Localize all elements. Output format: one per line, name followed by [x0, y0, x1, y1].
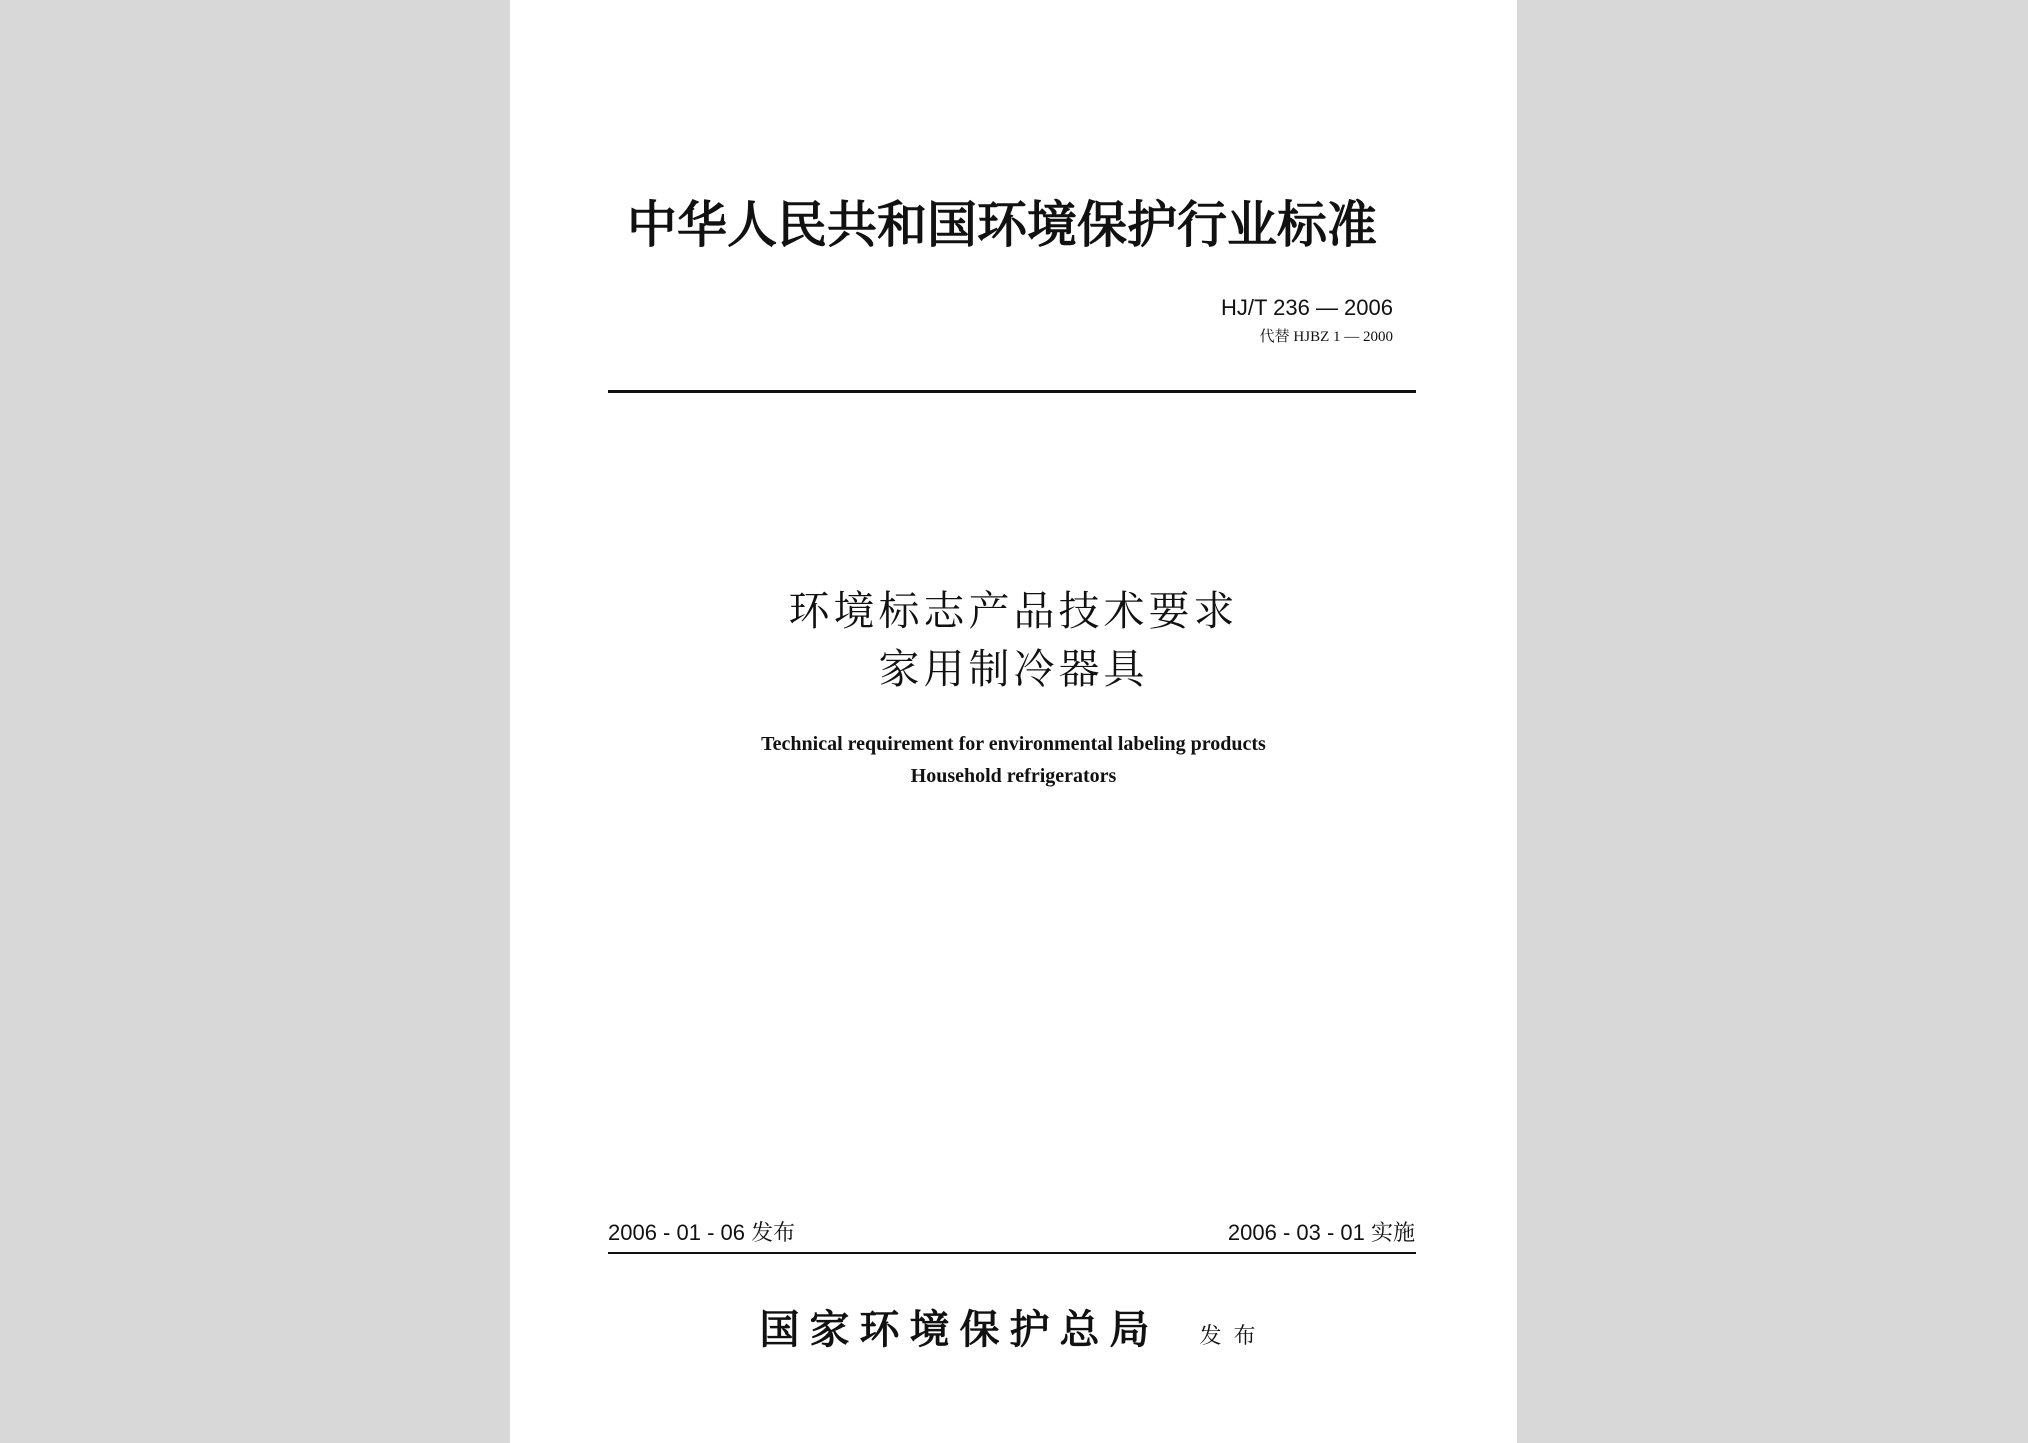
publisher-action: 发布: [1199, 1324, 1268, 1349]
publisher-name: 国家环境保护总局: [759, 1306, 1160, 1353]
bottom-divider: [608, 1252, 1416, 1254]
document-page: [510, 0, 1517, 1443]
chinese-title-line-1: 环境标志产品技术要求: [788, 587, 1239, 635]
issue-date: 2006 - 01 - 06 发布: [608, 1220, 796, 1245]
english-title-line-2: Household refrigerators: [910, 765, 1117, 787]
top-divider: [608, 390, 1416, 393]
standard-code: HJ/T 236 — 2006: [1220, 295, 1393, 320]
implementation-date: 2006 - 03 - 01 实施: [1227, 1220, 1415, 1245]
english-title-line-1: Technical requirement for environmental labeling products: [761, 733, 1266, 755]
replaced-standard: 代替 HJBZ 1 — 2000: [1259, 329, 1393, 345]
organization-title: 中华人民共和国环境保护行业标准: [627, 195, 1377, 254]
publisher-row: [510, 1302, 1517, 1358]
chinese-title-line-2: 家用制冷器具: [878, 645, 1149, 693]
